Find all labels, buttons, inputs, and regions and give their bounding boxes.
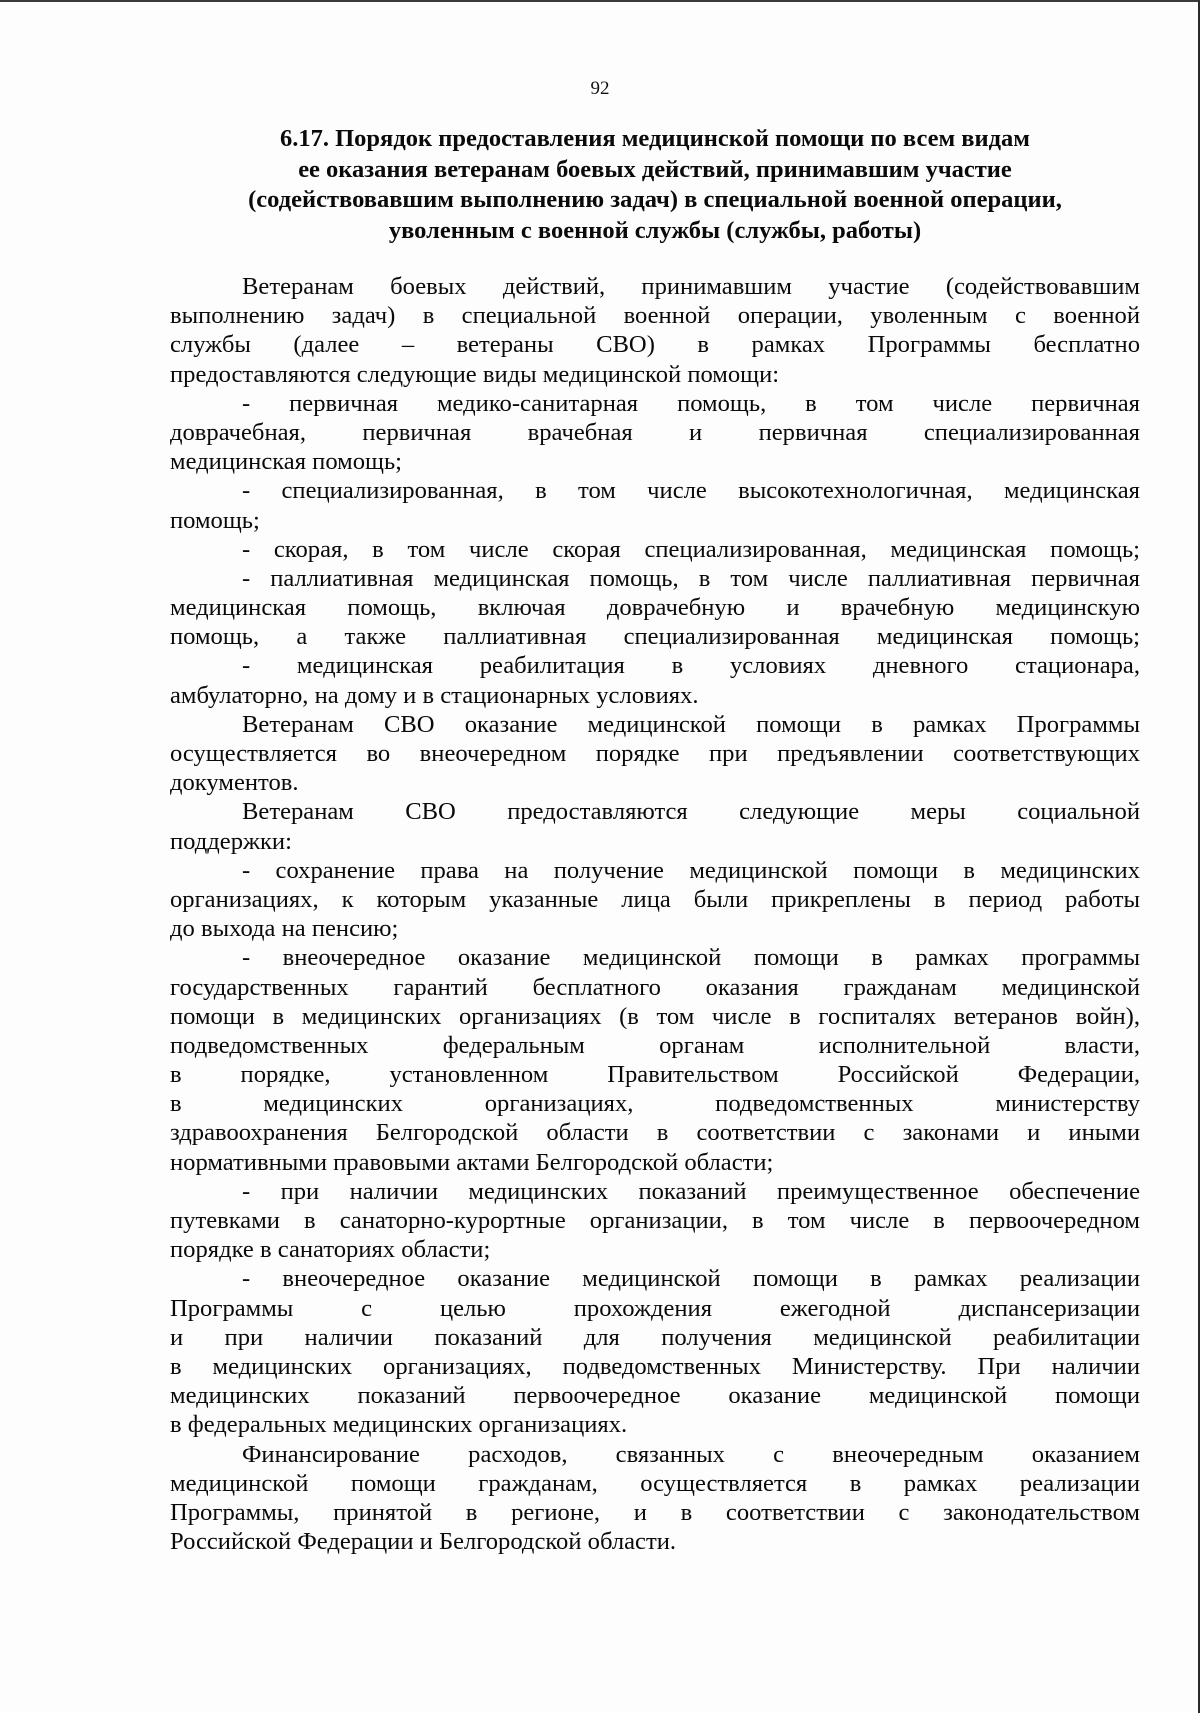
heading-line: (содействовавшим выполнению задач) в специальной военной операции, [248,186,1062,213]
text-line: в медицинских организациях, подведомственных министерству [170,1090,1140,1118]
text-line: службы (далее – ветераны СВО) в рамках Программы бесплатно [170,331,1140,359]
text-line: путевками в санаторно-курортные организации, в том числе в первоочередном [170,1207,1140,1234]
text-line: Финансирование расходов, связанных с внеочередным оказанием [242,1440,1140,1468]
text-line: порядке в санаториях области; [170,1236,491,1264]
text-line: - внеочередное оказание медицинской помощи в рамках программы [242,944,1140,972]
text-line: Программы с целью прохождения ежегодной диспансеризации [170,1294,1140,1322]
text-line: - первичная медико-санитарная помощь, в том числе первичная [242,389,1140,417]
body-text [170,272,1140,1556]
text-line: организациях, к которым указанные лица были прикреплены в период работы [170,885,1140,913]
text-line: государственных гарантий бесплатного оказания гражданам медицинской [170,973,1140,1001]
text-line: до выхода на пенсию; [170,915,399,943]
text-line: помощь; [170,506,260,534]
text-line: медицинских показаний первоочередное оказание медицинской помощи [170,1382,1140,1410]
text-line: - специализированная, в том числе высокотехнологичная, медицинская [242,477,1140,505]
text-line: Программы, принятой в регионе, и в соответствии с законодательством [170,1498,1140,1526]
text-line: подведомственных федеральным органам исполнительной власти, [170,1031,1140,1059]
heading-line: 6.17. Порядок предоставления медицинской помощи по всем видам [280,125,1030,152]
page-number: 92 [590,78,610,99]
text-line: Ветеранам СВО оказание медицинской помощи в рамках Программы [242,710,1140,738]
text-line: амбулаторно, на дому и в стационарных условиях. [170,681,699,709]
text-line: в порядке, установленном Правительством Российской Федерации, [170,1061,1140,1089]
text-line: - при наличии медицинских показаний преимущественное обеспечение [242,1177,1140,1205]
heading-line: ее оказания ветеранам боевых действий, принимавшим участие [298,155,1012,183]
text-line: предоставляются следующие виды медицинской помощи: [170,360,780,388]
text-line: помощь, а также паллиативная специализированная медицинская помощь; [170,623,1140,651]
text-line: - паллиативная медицинская помощь, в том числе паллиативная первичная [242,564,1140,592]
text-line: осуществляется во внеочередном порядке при предъявлении соответствующих [170,740,1140,767]
section-heading [170,124,1140,246]
text-line: - скорая, в том числе скорая специализированная, медицинская помощь; [242,535,1140,563]
text-line: нормативными правовыми актами Белгородской области; [170,1148,774,1176]
text-line: медицинской помощи гражданам, осуществляется в рамках реализации [170,1469,1140,1497]
text-line: - медицинская реабилитация в условиях дневного стационара, [242,652,1140,680]
text-line: в медицинских организациях, подведомственных Министерству. При наличии [170,1352,1140,1380]
text-line: выполнению задач) в специальной военной операции, уволенным с военной [170,302,1140,330]
text-line: доврачебная, первичная врачебная и первичная специализированная [170,418,1140,446]
text-line: Ветеранам СВО предоставляются следующие меры социальной [242,798,1140,826]
text-line: Ветеранам боевых действий, принимавшим участие (содействовавшим [242,273,1140,300]
text-line: - внеочередное оказание медицинской помощи в рамках реализации [242,1265,1140,1293]
text-line: медицинская помощь, включая доврачебную и врачебную медицинскую [170,594,1140,622]
heading-line: уволенным с военной службы (службы, работы) [388,216,922,244]
text-line: здравоохранения Белгородской области в соответствии с законами и иными [170,1119,1140,1147]
text-line: Российской Федерации и Белгородской области. [170,1528,677,1556]
text-line: помощи в медицинских организациях (в том числе в госпиталях ветеранов войн), [170,1002,1140,1030]
text-line: поддержки: [170,827,292,855]
text-line: документов. [170,769,299,797]
text-line: медицинская помощь; [170,448,403,476]
text-line: - сохранение права на получение медицинской помощи в медицинских [242,856,1140,884]
text-line: в федеральных медицинских организациях. [170,1411,628,1439]
text-line: и при наличии показаний для получения медицинской реабилитации [170,1323,1140,1351]
